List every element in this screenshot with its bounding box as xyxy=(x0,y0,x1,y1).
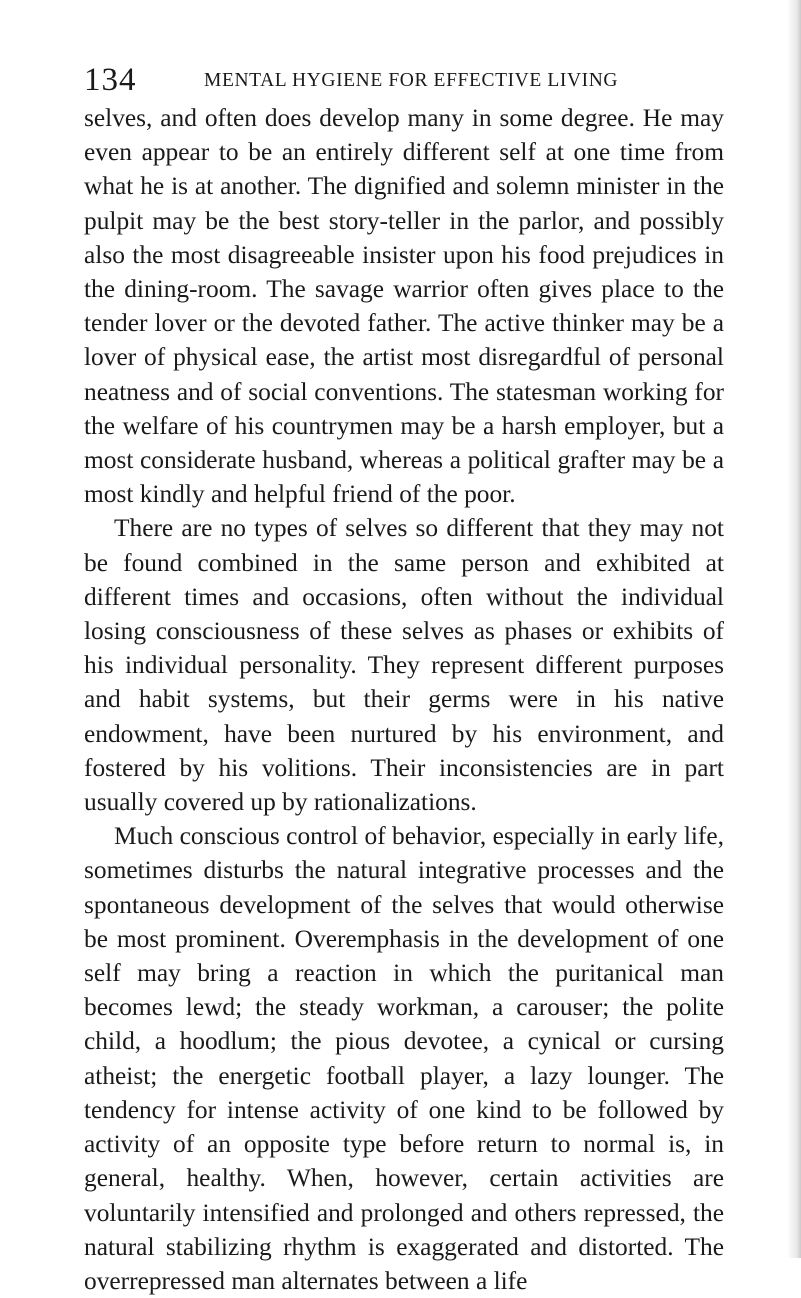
running-head xyxy=(84,60,714,100)
body-text xyxy=(84,101,724,1298)
paragraph-1: selves, and often does develop many in some degree. He may even appear to be an entirely different self at one time from what he is at another. The dignified and solemn minister in the pulpit may be the best story-teller in the parlor, and possibly also the most disagreeable insister upon his food prejudices in the dining-room. The savage warrior often gives place to the tender lover or the devoted father. The active thinker may be a lover of physical ease, the artist most disregardful of personal neatness and of social conventions. The statesman working for the welfare of his countrymen may be a harsh employer, but a most considerate husband, whereas a political grafter may be a most kindly and helpful friend of the poor. xyxy=(84,104,724,509)
page-number: 134 xyxy=(84,62,137,98)
paragraph-3: Much conscious control of behavior, especially in early life, sometimes disturbs the natural integrative processes and the spontaneous development of the selves that would otherwise be most prominent. Overemphasis in the development of one self may bring a reaction in which the puritanical man becomes lewd; the steady workman, a carouser; the polite child, a hoodlum; the pious devotee, a cynical or cursing atheist; the energetic football player, a lazy lounger. The tendency for intense activity of one kind to be followed by activity of an opposite type before return to normal is, in general, healthy. When, however, certain activities are voluntarily intensified and prolonged and others repressed, the natural stabilizing rhythm is exaggerated and distorted. The overrepressed man alternates between a life xyxy=(84,822,724,1295)
running-title: MENTAL HYGIENE FOR EFFECTIVE LIVING xyxy=(204,70,619,91)
page-edge-shadow xyxy=(787,0,801,1258)
paragraph-2: There are no types of selves so different that they may not be found combined in the same person and exhibited at different times and occasions, often without the individual losing consciousness of these selves as phases or exhibits of his individual personality. They represent different purposes and habit systems, but their germs were in his native endowment, have been nurtured by his environment, and fostered by his volitions. Their inconsistencies are in part usually covered up by rationalizations. xyxy=(84,514,724,817)
